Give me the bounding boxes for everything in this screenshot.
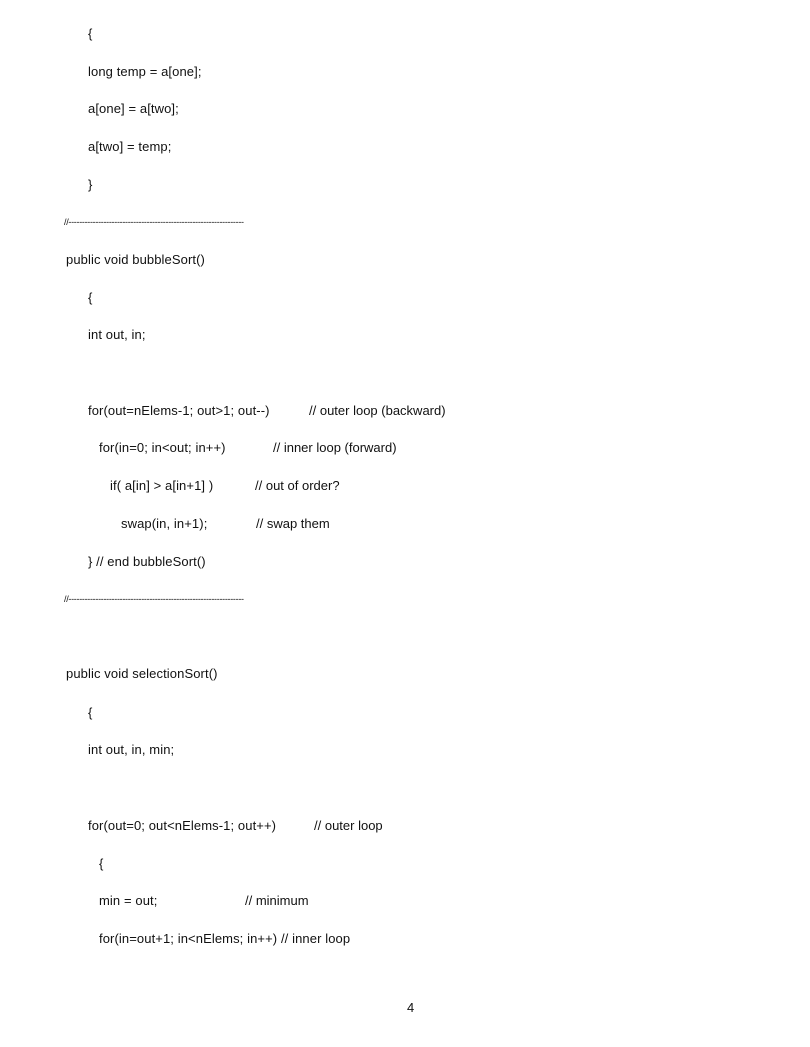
- code-line: int out, in, min;: [88, 742, 175, 757]
- code-line: for(in=0; in<out; in++): [99, 440, 226, 455]
- code-line: {: [88, 26, 93, 41]
- code-comment: // outer loop (backward): [309, 403, 446, 418]
- code-line: a[one] = a[two];: [88, 101, 179, 116]
- code-line: }: [88, 177, 93, 192]
- code-comment: // swap them: [256, 516, 330, 531]
- code-line: for(out=0; out<nElems-1; out++): [88, 818, 277, 833]
- separator-comment: //-----------------------------------------------------------------: [64, 594, 244, 604]
- code-line: long temp = a[one];: [88, 64, 202, 79]
- code-line: a[two] = temp;: [88, 139, 172, 154]
- method-signature: public void bubbleSort(): [66, 252, 205, 267]
- separator-comment: //-----------------------------------------------------------------: [64, 217, 244, 227]
- code-line: min = out;: [99, 893, 158, 908]
- code-line: {: [88, 290, 93, 305]
- code-line: for(in=out+1; in<nElems; in++) // inner loop: [99, 931, 351, 946]
- code-comment: // out of order?: [255, 478, 340, 493]
- code-comment: // minimum: [245, 893, 309, 908]
- code-comment: // outer loop: [314, 818, 383, 833]
- code-line: for(out=nElems-1; out>1; out--): [88, 403, 270, 418]
- code-line: } // end bubbleSort(): [88, 554, 206, 569]
- code-comment: // inner loop (forward): [273, 440, 397, 455]
- code-line: {: [88, 705, 93, 720]
- code-line: swap(in, in+1);: [121, 516, 208, 531]
- code-line: if( a[in] > a[in+1] ): [110, 478, 214, 493]
- code-line: int out, in;: [88, 327, 146, 342]
- page-number: 4: [407, 1000, 415, 1015]
- method-signature: public void selectionSort(): [66, 666, 218, 681]
- code-line: {: [99, 856, 104, 871]
